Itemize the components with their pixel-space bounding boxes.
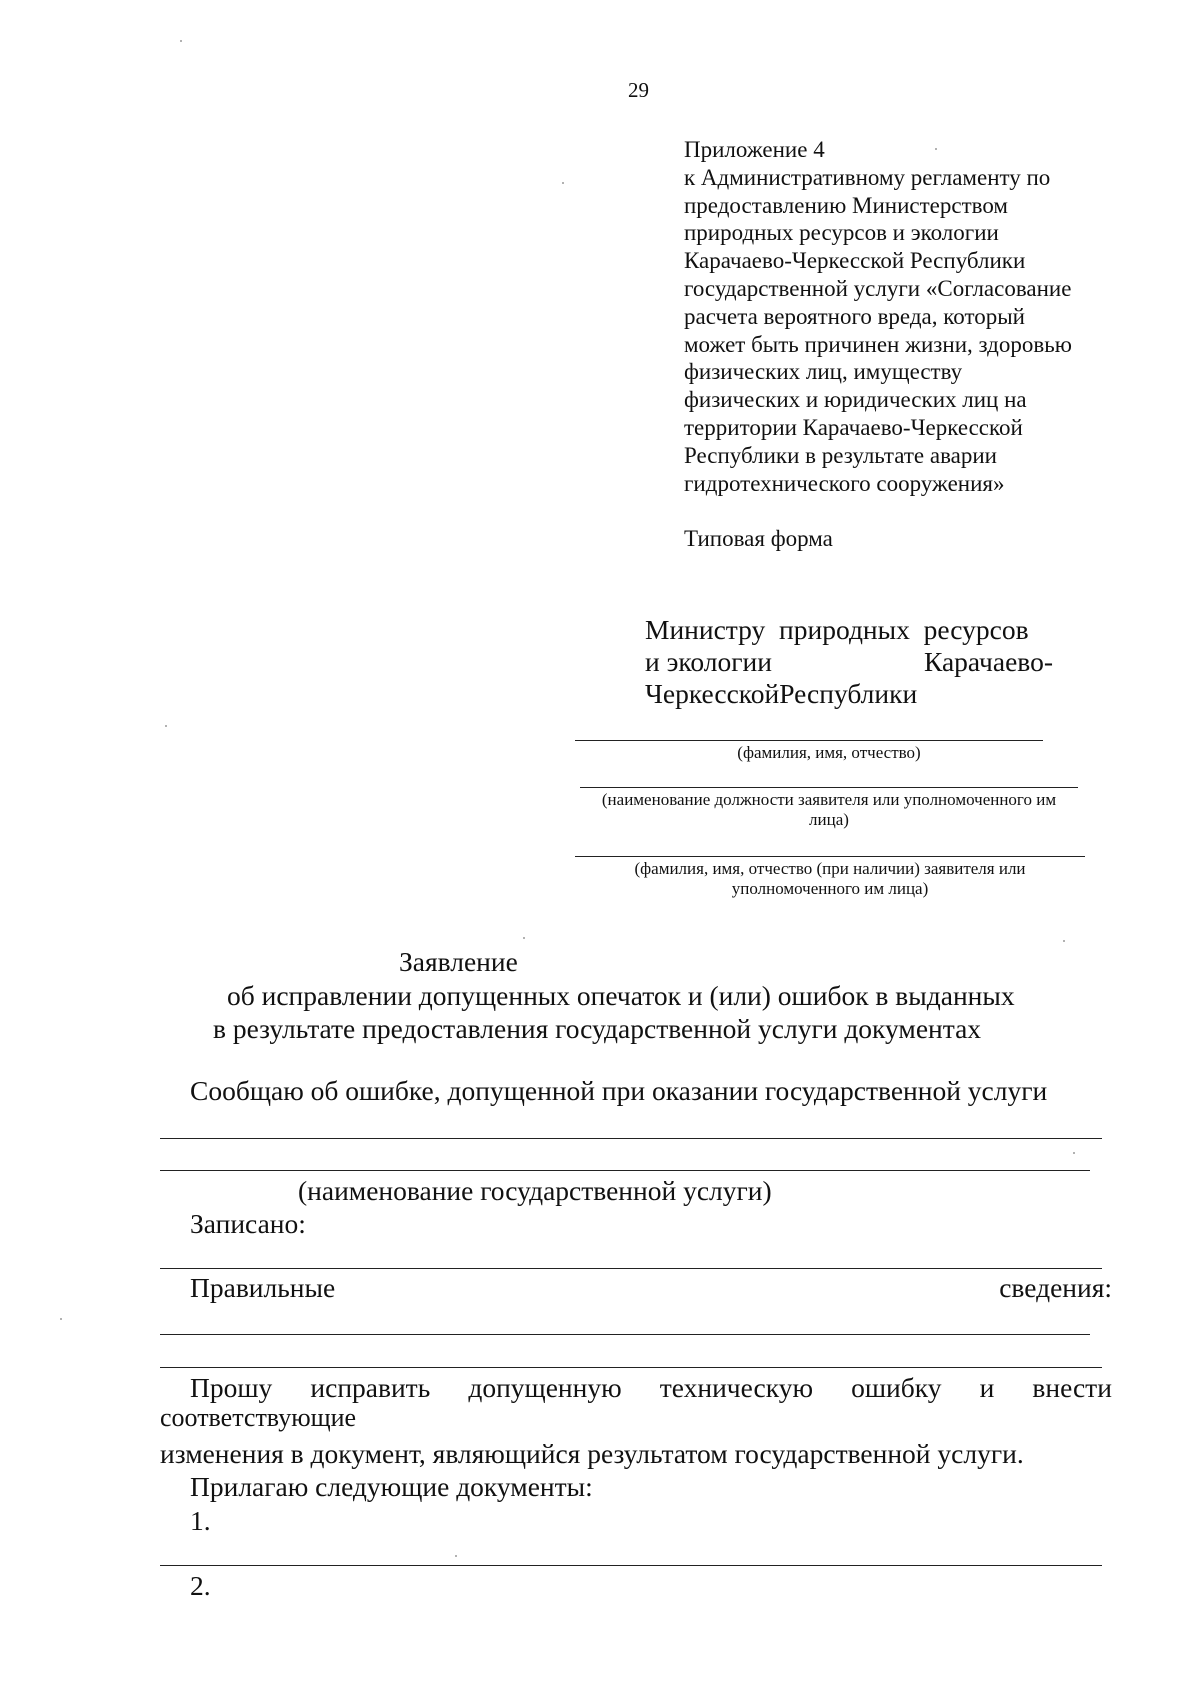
request-word: ошибку (851, 1372, 942, 1403)
attachment-item-1: 1. (190, 1505, 211, 1536)
page-number: 29 (628, 78, 649, 102)
correct-info-right: сведения: (999, 1272, 1112, 1303)
template-form-label: Типовая форма (684, 526, 833, 551)
appendix-line: государственной услуги «Согласование (684, 275, 1072, 301)
position-underline[interactable] (580, 787, 1078, 788)
request-word: допущенную (468, 1372, 622, 1403)
request-row (190, 1372, 1112, 1404)
appendix-line: природных ресурсов и экологии (684, 220, 999, 246)
request-word: и (979, 1372, 995, 1403)
addressee-line3: ЧеркесскойРеспублики (645, 678, 918, 709)
appendix-line: может быть причинен жизни, здоровью (684, 331, 1072, 357)
appendix-line: к Административному регламенту по (684, 164, 1051, 190)
request-word: внести (1032, 1372, 1112, 1403)
appendix-line: Приложение 4 (684, 137, 825, 162)
document-subtitle-line1: об исправлении допущенных опечаток и (или) ошибок в выданных (227, 980, 1015, 1011)
addressee-line (645, 614, 1045, 646)
request-word: Прошу (190, 1372, 273, 1403)
correct-info-left: Правильные (190, 1272, 336, 1303)
addressee-block (645, 614, 1053, 710)
attach-label: Прилагаю следующие документы: (190, 1471, 593, 1502)
scan-speck (1063, 940, 1065, 942)
position-caption-line2: лица) (809, 810, 849, 829)
correct-info-line-1[interactable] (160, 1334, 1090, 1335)
scan-speck (935, 148, 937, 150)
correct-info-line-2[interactable] (160, 1367, 1102, 1368)
appendix-line: физических лиц, имуществу (684, 359, 963, 385)
appendix-line: предоставлению Министерством (684, 192, 1008, 218)
scan-speck (1073, 1152, 1075, 1154)
service-line-2[interactable] (160, 1170, 1090, 1171)
applicant-caption-line1: (фамилия, имя, отчество (при наличии) заявителя или (634, 859, 1026, 878)
appendix-header (684, 136, 1072, 497)
appendix-line: физических и юридических лиц на (684, 387, 1027, 413)
name-underline[interactable] (575, 740, 1043, 741)
addressee-line (645, 678, 1045, 710)
addressee-line2-left: и экологии (645, 646, 772, 677)
applicant-caption-line2: уполномоченного им лица) (731, 879, 929, 898)
appendix-line: Карачаево-Черкесской Республики (684, 248, 1026, 274)
request-word: техническую (659, 1372, 814, 1403)
addressee-line1: Министру природных ресурсов (645, 614, 1029, 645)
addressee-line2-right: Карачаево- (924, 646, 1053, 677)
request-line-2: соответствующие (160, 1403, 357, 1432)
recorded-line[interactable] (160, 1268, 1102, 1269)
service-line-1[interactable] (160, 1138, 1102, 1139)
appendix-line: гидротехнического сооружения» (684, 470, 1005, 496)
position-caption-line1: (наименование должности заявителя или уполномоченного им (601, 790, 1057, 809)
attachment-item-2: 2. (190, 1570, 211, 1601)
appendix-line: расчета вероятного вреда, который (684, 303, 1025, 329)
correct-info-row (190, 1272, 1112, 1304)
request-word: исправить (310, 1372, 431, 1403)
scan-speck (165, 725, 167, 727)
document-subtitle-line2: в результате предоставления государственной услуги документах (213, 1013, 982, 1044)
service-caption: (наименование государственной услуги) (298, 1175, 772, 1206)
addressee-line (645, 646, 1053, 678)
scan-speck (523, 937, 525, 939)
name-caption: (фамилия, имя, отчество) (737, 743, 921, 762)
scan-speck (455, 1555, 457, 1557)
appendix-line: Республики в результате аварии (684, 442, 997, 468)
scan-speck (60, 1318, 62, 1320)
applicant-underline[interactable] (575, 856, 1085, 857)
request-line-3: изменения в документ, являющийся результатом государственной услуги. (160, 1438, 1024, 1469)
appendix-line: территории Карачаево-Черкесской (684, 414, 1023, 440)
recorded-label: Записано: (190, 1208, 306, 1239)
report-error-text: Сообщаю об ошибке, допущенной при оказании государственной услуги (190, 1075, 1048, 1106)
attachment-line-1[interactable] (160, 1565, 1102, 1566)
scan-speck (180, 40, 182, 42)
scan-speck (562, 182, 564, 184)
document-title: Заявление (399, 946, 518, 977)
